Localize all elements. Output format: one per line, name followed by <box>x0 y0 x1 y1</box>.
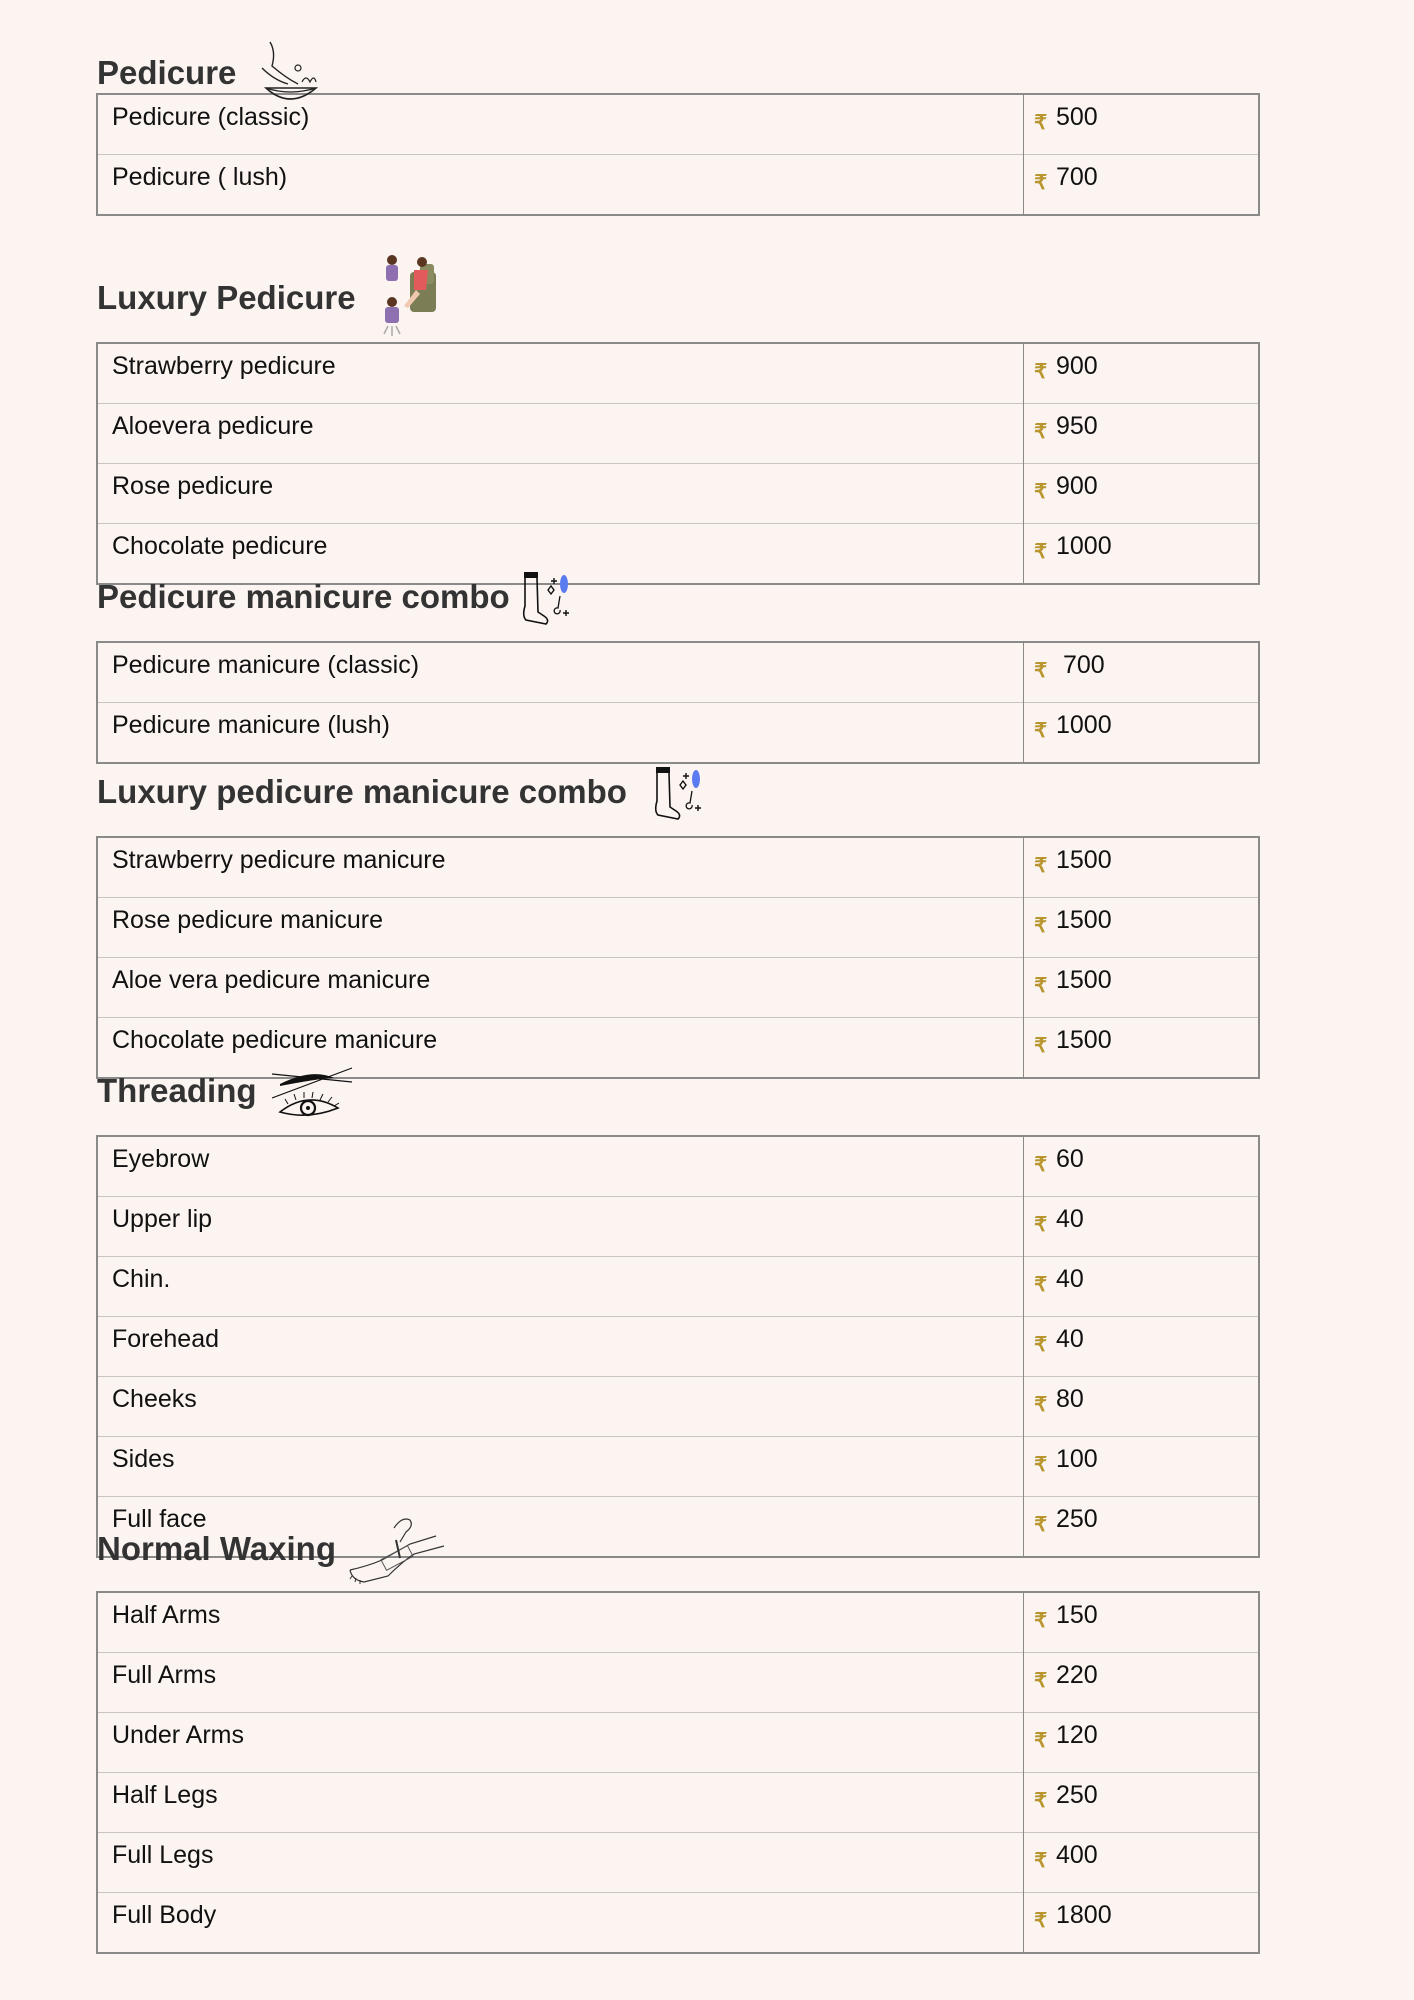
price-value: 40 <box>1056 1265 1084 1293</box>
price-value: 950 <box>1056 412 1098 440</box>
table-row <box>97 1592 1259 1653</box>
rupee-icon: ₹ <box>1033 660 1048 682</box>
service-price <box>1024 94 1260 155</box>
price-value: 40 <box>1056 1205 1084 1233</box>
service-price <box>1024 1893 1260 1954</box>
table-row <box>97 1437 1259 1497</box>
price-value: 120 <box>1056 1721 1098 1749</box>
foot-polish-icon <box>520 570 576 628</box>
section-normal-waxing <box>96 1514 1260 1954</box>
section-heading <box>96 1514 1260 1591</box>
table-row <box>97 1713 1259 1773</box>
table-row <box>97 1317 1259 1377</box>
price-table <box>96 93 1260 216</box>
rupee-icon: ₹ <box>1033 361 1048 383</box>
service-price <box>1024 155 1260 216</box>
service-name: Eyebrow <box>97 1136 1024 1197</box>
rupee-icon: ₹ <box>1033 915 1048 937</box>
service-price <box>1024 703 1260 764</box>
rupee-icon: ₹ <box>1033 1670 1048 1692</box>
section-title: Luxury pedicure manicure combo <box>97 773 627 810</box>
price-value: 80 <box>1056 1385 1084 1413</box>
service-price <box>1024 1713 1260 1773</box>
service-price <box>1024 464 1260 524</box>
table-row <box>97 642 1259 703</box>
service-price <box>1024 404 1260 464</box>
service-price <box>1024 642 1260 703</box>
table-row <box>97 703 1259 764</box>
table-row <box>97 1197 1259 1257</box>
rupee-icon: ₹ <box>1033 421 1048 443</box>
rupee-icon: ₹ <box>1033 1454 1048 1476</box>
rupee-icon: ₹ <box>1033 975 1048 997</box>
table-row <box>97 837 1259 898</box>
section-heading <box>96 570 1260 641</box>
table-row <box>97 343 1259 404</box>
service-name: Aloe vera pedicure manicure <box>97 958 1024 1018</box>
price-value: 150 <box>1056 1601 1098 1629</box>
section-pedicure-manicure-combo <box>96 570 1260 764</box>
service-price <box>1024 1592 1260 1653</box>
price-table <box>96 836 1260 1079</box>
price-value: 250 <box>1056 1505 1098 1533</box>
table-row <box>97 1653 1259 1713</box>
price-value: 40 <box>1056 1325 1084 1353</box>
service-name: Pedicure ( lush) <box>97 155 1024 216</box>
price-value: 1500 <box>1056 846 1112 874</box>
service-name: Pedicure manicure (classic) <box>97 642 1024 703</box>
price-value: 400 <box>1056 1841 1098 1869</box>
service-name: Rose pedicure <box>97 464 1024 524</box>
salon-pedicure-icon <box>380 250 440 336</box>
table-row <box>97 958 1259 1018</box>
service-price <box>1024 958 1260 1018</box>
table-row <box>97 464 1259 524</box>
price-value: 1500 <box>1056 1026 1112 1054</box>
rupee-icon: ₹ <box>1033 112 1048 134</box>
rupee-icon: ₹ <box>1033 1394 1048 1416</box>
service-name: Pedicure (classic) <box>97 94 1024 155</box>
price-value: 250 <box>1056 1781 1098 1809</box>
rupee-icon: ₹ <box>1033 1730 1048 1752</box>
service-price <box>1024 837 1260 898</box>
section-title: Pedicure <box>97 54 237 91</box>
service-name: Strawberry pedicure manicure <box>97 837 1024 898</box>
service-name: Rose pedicure manicure <box>97 898 1024 958</box>
foot-bowl-icon <box>258 38 322 110</box>
price-table <box>96 342 1260 585</box>
service-name: Half Arms <box>97 1592 1024 1653</box>
rupee-icon: ₹ <box>1033 172 1048 194</box>
price-value: 1800 <box>1056 1901 1112 1929</box>
service-name: Upper lip <box>97 1197 1024 1257</box>
rupee-icon: ₹ <box>1033 1154 1048 1176</box>
price-value: 60 <box>1056 1145 1084 1173</box>
service-price <box>1024 343 1260 404</box>
rupee-icon: ₹ <box>1033 541 1048 563</box>
service-name: Full Arms <box>97 1653 1024 1713</box>
section-title: Pedicure manicure combo <box>97 578 510 615</box>
service-price <box>1024 898 1260 958</box>
section-pedicure <box>96 48 1260 216</box>
service-name: Aloevera pedicure <box>97 404 1024 464</box>
service-name: Full face <box>97 1497 1024 1558</box>
rupee-icon: ₹ <box>1033 1334 1048 1356</box>
service-price <box>1024 1653 1260 1713</box>
rupee-icon: ₹ <box>1033 855 1048 877</box>
price-value: 700 <box>1056 651 1105 679</box>
service-price <box>1024 1136 1260 1197</box>
table-row <box>97 1893 1259 1954</box>
section-luxury-pedicure-manicure-combo <box>96 765 1260 1079</box>
price-value: 1500 <box>1056 966 1112 994</box>
section-threading <box>96 1064 1260 1558</box>
service-price <box>1024 1197 1260 1257</box>
price-value: 900 <box>1056 472 1098 500</box>
service-name: Chocolate pedicure <box>97 524 1024 585</box>
rupee-icon: ₹ <box>1033 1850 1048 1872</box>
rupee-icon: ₹ <box>1033 481 1048 503</box>
rupee-icon: ₹ <box>1033 1035 1048 1057</box>
service-name: Under Arms <box>97 1713 1024 1773</box>
rupee-icon: ₹ <box>1033 720 1048 742</box>
section-title: Luxury Pedicure <box>97 279 356 316</box>
price-value: 700 <box>1056 163 1098 191</box>
section-heading <box>96 48 1260 93</box>
rupee-icon: ₹ <box>1033 1790 1048 1812</box>
section-heading <box>96 260 1260 342</box>
service-name: Strawberry pedicure <box>97 343 1024 404</box>
service-name: Full Body <box>97 1893 1024 1954</box>
service-price <box>1024 1833 1260 1893</box>
service-price <box>1024 1437 1260 1497</box>
section-title: Threading <box>97 1072 257 1109</box>
section-heading <box>96 1064 1260 1135</box>
table-row <box>97 1136 1259 1197</box>
leg-wax-icon <box>348 1514 448 1586</box>
price-value: 1000 <box>1056 532 1112 560</box>
table-row <box>97 1257 1259 1317</box>
table-row <box>97 155 1259 216</box>
rupee-icon: ₹ <box>1033 1514 1048 1536</box>
section-luxury-pedicure <box>96 260 1260 585</box>
foot-polish-icon <box>652 765 708 823</box>
service-name: Cheeks <box>97 1377 1024 1437</box>
service-name: Chocolate pedicure manicure <box>97 1018 1024 1079</box>
service-name: Sides <box>97 1437 1024 1497</box>
price-table <box>96 641 1260 764</box>
service-price <box>1024 1773 1260 1833</box>
service-name: Full Legs <box>97 1833 1024 1893</box>
price-value: 900 <box>1056 352 1098 380</box>
price-table <box>96 1591 1260 1954</box>
table-row <box>97 898 1259 958</box>
price-value: 500 <box>1056 103 1098 131</box>
price-value: 100 <box>1056 1445 1098 1473</box>
price-table <box>96 1135 1260 1558</box>
rupee-icon: ₹ <box>1033 1214 1048 1236</box>
table-row <box>97 1377 1259 1437</box>
service-name: Chin. <box>97 1257 1024 1317</box>
service-name: Half Legs <box>97 1773 1024 1833</box>
rupee-icon: ₹ <box>1033 1274 1048 1296</box>
price-value: 1000 <box>1056 711 1112 739</box>
price-value: 1500 <box>1056 906 1112 934</box>
section-heading <box>96 765 1260 836</box>
rupee-icon: ₹ <box>1033 1910 1048 1932</box>
service-name: Pedicure manicure (lush) <box>97 703 1024 764</box>
table-row <box>97 1833 1259 1893</box>
section-title: Normal Waxing <box>97 1530 336 1567</box>
service-name: Forehead <box>97 1317 1024 1377</box>
table-row <box>97 404 1259 464</box>
service-price <box>1024 1257 1260 1317</box>
service-price <box>1024 1317 1260 1377</box>
service-price <box>1024 1377 1260 1437</box>
eyebrow-thread-icon <box>272 1064 356 1120</box>
price-value: 220 <box>1056 1661 1098 1689</box>
rupee-icon: ₹ <box>1033 1610 1048 1632</box>
table-row <box>97 1773 1259 1833</box>
